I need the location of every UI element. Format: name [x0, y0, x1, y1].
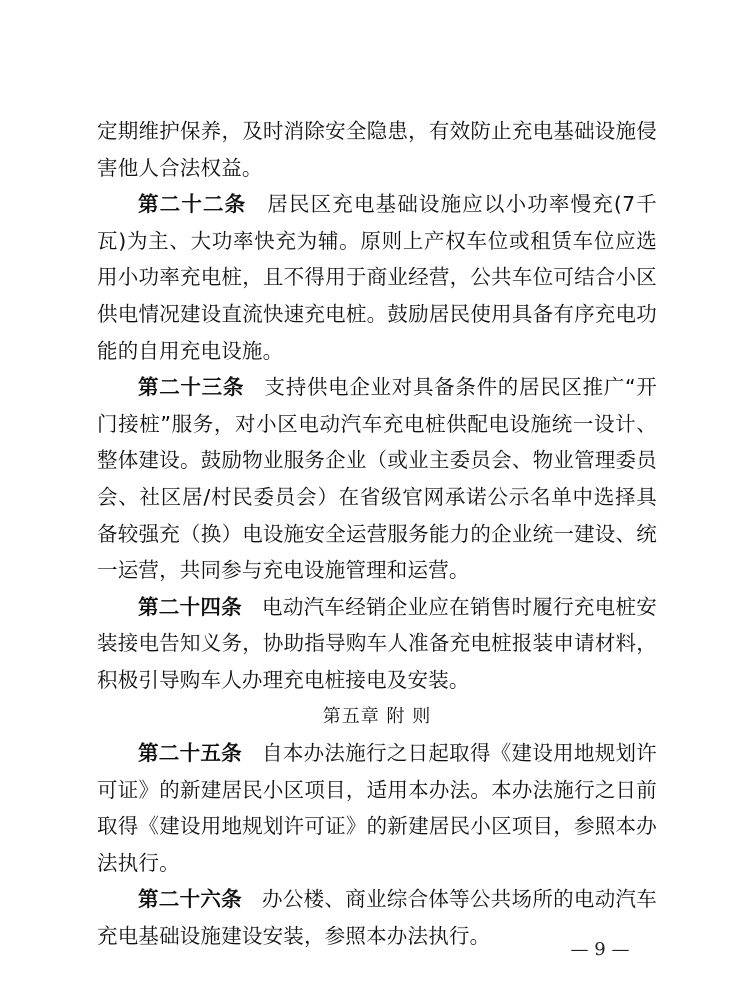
- article-number: 第二十五条: [138, 741, 242, 766]
- paragraph-text: 定期维护保养，及时消除安全隐患，有效防止充电基础设施侵害他人合法权益。: [97, 119, 657, 180]
- paragraph-continuation: [97, 113, 657, 186]
- article-number: 第二十四条: [138, 594, 242, 619]
- article-number: 第二十二条: [138, 192, 247, 217]
- article-text: 居民区充电基础设施应以小功率慢充(7千瓦)为主、大功率快充为辅。原则上产权车位或租赁车位应选用小功率充电桩，且不得用于商业经营，公共车位可结合小区供电情况建设直流快速充电桩。鼓励居民使用具备有序充电功能的自用充电设施。: [97, 192, 658, 363]
- article-number: 第二十六条: [138, 887, 242, 912]
- article-text: 办公楼、商业综合体等公共场所的电动汽车充电基础设施建设安装，参照本办法执行。: [97, 887, 657, 949]
- article-24-paragraph: [97, 589, 657, 699]
- article-25-paragraph: [97, 735, 657, 881]
- article-text: 支持供电企业对具备条件的居民区推广“开门接桩”服务，对小区电动汽车充电桩供配电设施统一设计、整体建设。鼓励物业服务企业（或业主委员会、物业管理委员会、社区居/村民委员会）在省级官网承诺公示名单中选择具备较强充（换）电设施安全运营服务能力的企业统一建设、统一运营，共同参与充电设施管理和运营。: [97, 375, 658, 583]
- article-text: 自本办法施行之日起取得《建设用地规划许可证》的新建居民小区项目，适用本办法。本办法施行之日前取得《建设用地规划许可证》的新建居民小区项目，参照本办法执行。: [97, 741, 657, 875]
- document-body: [97, 113, 657, 955]
- chapter-heading: 第五章 附 则: [322, 705, 432, 727]
- article-text: 电动汽车经销企业应在销售时履行充电桩安装接电告知义务，协助指导购车人准备充电桩报装申请材料，积极引导购车人办理充电桩接电及安装。: [97, 594, 657, 692]
- article-number: 第二十三条: [138, 375, 245, 400]
- article-23-paragraph: [97, 369, 657, 589]
- article-22-paragraph: [97, 186, 657, 369]
- page-number: — 9 —: [570, 939, 630, 960]
